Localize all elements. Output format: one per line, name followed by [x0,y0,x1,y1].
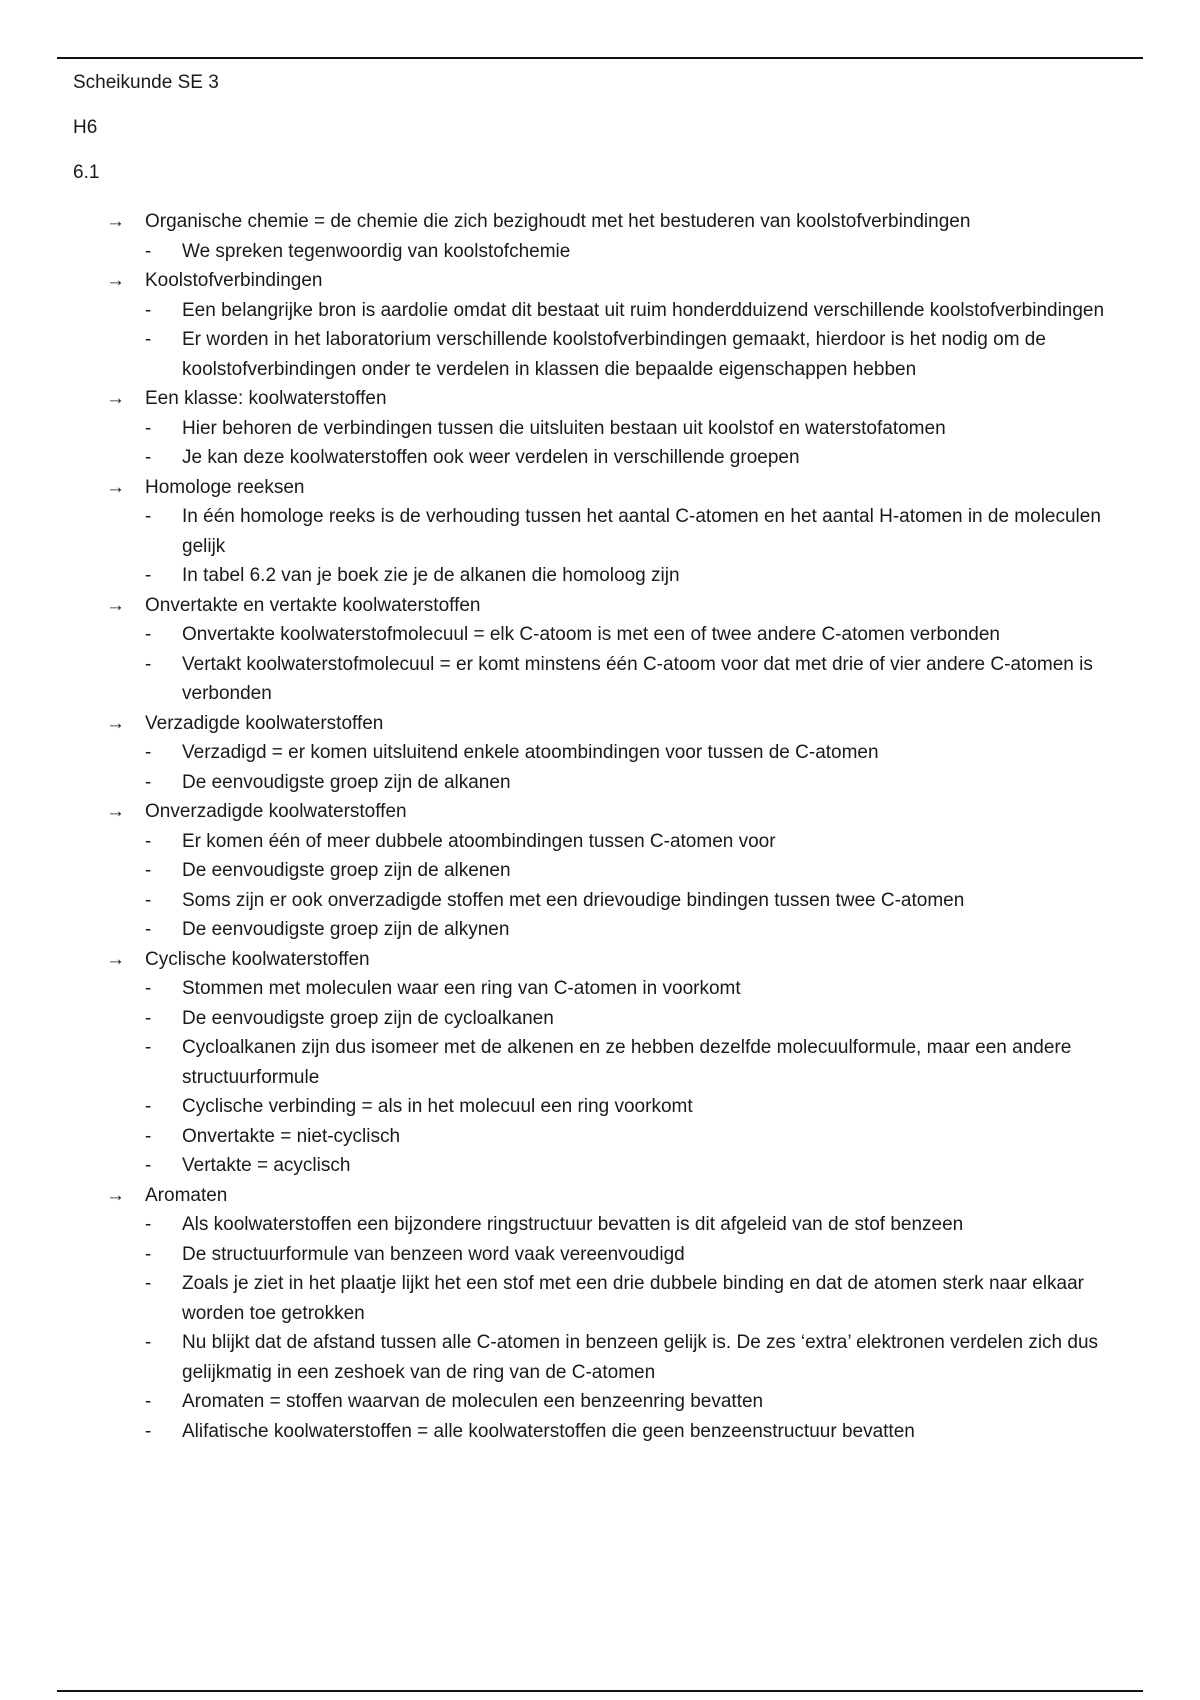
subject-title: Scheikunde SE 3 [73,72,219,93]
section-heading-text: Een klasse: koolwaterstoffen [145,388,387,409]
top-rule [57,57,1143,59]
dash-bullet-icon: - [145,889,152,911]
dash-bullet-icon: - [145,919,152,940]
arrow-right-icon: → [106,1184,125,1206]
section-heading-text: Aromaten [145,1184,228,1206]
list-item [73,974,1133,1004]
list-item [73,1387,1133,1417]
list-item-text: Als koolwaterstoffen een bijzondere ringstructuur bevatten is dit afgeleid van de stof benzeen [182,1214,964,1235]
list-item [73,1004,1133,1034]
list-item-text: De eenvoudigste groep zijn de alkynen [182,919,510,940]
list-item-text: De eenvoudigste groep zijn de alkanen [182,771,511,793]
section-items [73,1210,1133,1446]
dash-bullet-icon: - [145,1155,152,1176]
dash-bullet-icon: - [145,1125,152,1147]
section-heading-text: Verzadigde koolwaterstoffen [145,712,384,734]
dash-bullet-icon: - [145,860,152,881]
dash-bullet-icon: - [145,1243,152,1265]
bottom-rule [57,1690,1143,1692]
list-item-text: Stommen met moleculen waar een ring van C-atomen in voorkomt [182,978,741,999]
dash-bullet-icon: - [145,565,152,586]
section-heading [73,797,1133,827]
list-item [73,561,1133,591]
list-item [73,1240,1133,1270]
dash-bullet-icon: - [145,1214,152,1235]
list-item-text: Onvertakte = niet-cyclisch [182,1125,401,1147]
chapter-label: H6 [73,117,98,138]
list-item [73,1033,1133,1092]
list-item-text: Een belangrijke bron is aardolie omdat dit bestaat uit ruim honderdduizend verschillende koolstofverbindingen [182,299,1105,321]
arrow-right-icon: → [106,801,125,822]
paragraph-number: 6.1 [73,162,100,183]
list-item [73,1417,1133,1447]
dash-bullet-icon: - [145,299,152,321]
list-item [73,886,1133,916]
dash-bullet-icon: - [145,1037,152,1058]
list-item [73,237,1133,267]
section-heading-text: Koolstofverbindingen [145,270,323,291]
list-item-text: De eenvoudigste groep zijn de cycloalkanen [182,1007,554,1029]
list-item [73,915,1133,945]
section-heading-text: Homologe reeksen [145,476,305,498]
arrow-right-icon: → [106,388,125,409]
dash-bullet-icon: - [145,1391,152,1412]
arrow-right-icon: → [106,948,125,970]
section-heading [73,207,1133,237]
list-item [73,856,1133,886]
section-heading-text: Onvertakte en vertakte koolwaterstoffen [145,594,481,616]
list-item [73,325,1133,384]
list-item-text: Verzadigd = er komen uitsluitend enkele atoombindingen voor tussen de C-atomen [182,742,879,763]
list-item-text: Soms zijn er ook onverzadigde stoffen met een drievoudige bindingen tussen twee C-atomen [182,889,965,911]
outline-section [73,266,1133,384]
section-heading [73,384,1133,414]
section-items [73,738,1133,797]
section-items [73,827,1133,945]
dash-bullet-icon: - [145,417,152,439]
dash-bullet-icon: - [145,742,152,763]
list-item [73,738,1133,768]
list-item-text: Vertakte = acyclisch [182,1155,351,1176]
section-heading [73,945,1133,975]
list-item-text: Je kan deze koolwaterstoffen ook weer verdelen in verschillende groepen [182,447,800,468]
list-item [73,296,1133,326]
arrow-right-icon: → [106,211,125,232]
section-heading [73,709,1133,739]
dash-bullet-icon: - [145,329,152,350]
list-item-text: Alifatische koolwaterstoffen = alle koolwaterstoffen die geen benzeenstructuur bevatten [182,1420,915,1442]
list-item [73,1269,1133,1328]
arrow-right-icon: → [106,476,125,498]
list-item-text: Aromaten = stoffen waarvan de moleculen een benzeenring bevatten [182,1391,764,1412]
dash-bullet-icon: - [145,506,152,527]
dash-bullet-icon: - [145,1420,152,1442]
section-items [73,502,1133,591]
dash-bullet-icon: - [145,978,152,999]
list-item [73,1151,1133,1181]
list-item-text: Nu blijkt dat de afstand tussen alle C-atomen in benzeen gelijk is. De zes ‘extra’ elektronen verdelen zich dus gelijkmatig in een zeshoek van de ring van de C-atomen [182,1332,1099,1383]
list-item-text: Er komen één of meer dubbele atoombindingen tussen C-atomen voor [182,830,776,852]
dash-bullet-icon: - [145,653,152,675]
list-item-text: In één homologe reeks is de verhouding tussen het aantal C-atomen en het aantal H-atomen in de moleculen gelijk [182,506,1101,557]
section-items [73,414,1133,473]
list-item-text: In tabel 6.2 van je boek zie je de alkanen die homoloog zijn [182,565,680,586]
dash-bullet-icon: - [145,830,152,852]
list-item-text: Cyclische verbinding = als in het molecuul een ring voorkomt [182,1096,693,1117]
list-item [73,768,1133,798]
list-item-text: Onvertakte koolwaterstofmolecuul = elk C-atoom is met een of twee andere C-atomen verbonden [182,624,1000,645]
outline-section [73,591,1133,709]
list-item [73,650,1133,709]
list-item-text: Er worden in het laboratorium verschillende koolstofverbindingen gemaakt, hierdoor is het nodig om de koolstofverbindingen onder te verdelen in klassen die bepaalde eigenschappen hebben [182,329,1046,380]
list-item-text: Zoals je ziet in het plaatje lijkt het een stof met een drie dubbele binding en dat de atomen sterk naar elkaar worden toe getrokken [182,1273,1084,1324]
dash-bullet-icon: - [145,1273,152,1294]
list-item [73,1210,1133,1240]
list-item [73,1122,1133,1152]
section-items [73,620,1133,709]
list-item [73,502,1133,561]
arrow-right-icon: → [106,270,125,291]
section-heading-text: Onverzadigde koolwaterstoffen [145,801,407,822]
arrow-right-icon: → [106,594,125,616]
section-heading [73,1181,1133,1211]
list-item [73,1092,1133,1122]
outline-section [73,709,1133,798]
list-item [73,620,1133,650]
list-item [73,1328,1133,1387]
section-heading-text: Cyclische koolwaterstoffen [145,948,370,970]
list-item-text: We spreken tegenwoordig van koolstofchemie [182,240,571,262]
list-item-text: Cycloalkanen zijn dus isomeer met de alkenen en ze hebben dezelfde molecuulformule, maar een andere structuurformule [182,1037,1072,1088]
list-item-text: Vertakt koolwaterstofmolecuul = er komt minstens één C-atoom voor dat met drie of vier andere C-atomen is verbonden [182,653,1093,704]
outline-section [73,1181,1133,1447]
section-heading [73,473,1133,503]
dash-bullet-icon: - [145,240,152,262]
section-heading [73,266,1133,296]
outline-section [73,384,1133,473]
section-items [73,974,1133,1181]
list-item-text: De structuurformule van benzeen word vaak vereenvoudigd [182,1243,685,1265]
dash-bullet-icon: - [145,1007,152,1029]
section-items [73,296,1133,385]
outline-section [73,207,1133,266]
dash-bullet-icon: - [145,1096,152,1117]
outline-section [73,797,1133,945]
list-item [73,827,1133,857]
section-items [73,237,1133,267]
section-heading [73,591,1133,621]
section-list [73,207,1133,1446]
list-item [73,414,1133,444]
arrow-right-icon: → [106,712,125,734]
list-item [73,443,1133,473]
dash-bullet-icon: - [145,447,152,468]
outline-section [73,945,1133,1181]
dash-bullet-icon: - [145,771,152,793]
document-body [73,72,1133,1446]
dash-bullet-icon: - [145,624,152,645]
outline-section [73,473,1133,591]
section-heading-text: Organische chemie = de chemie die zich bezighoudt met het bestuderen van koolstofverbindingen [145,211,971,232]
dash-bullet-icon: - [145,1332,152,1353]
list-item-text: Hier behoren de verbindingen tussen die uitsluiten bestaan uit koolstof en waterstofatomen [182,417,946,439]
list-item-text: De eenvoudigste groep zijn de alkenen [182,860,511,881]
